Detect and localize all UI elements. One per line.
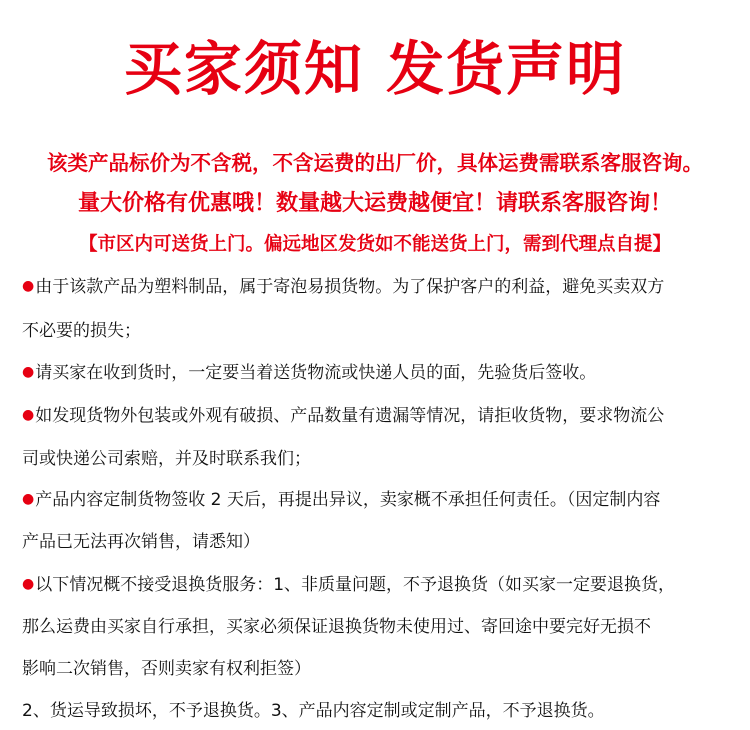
notice-bulk-discount: 量大价格有优惠哦！数量越大运费越便宜！请联系客服咨询！ xyxy=(77,191,672,216)
rule-inspect-before-sign xyxy=(22,358,734,383)
rule-line-continuation: 影响二次销售，否则卖家有权利拒签） xyxy=(22,659,311,679)
bullet-dot-icon: ● xyxy=(22,407,35,423)
bullet-dot-icon: ● xyxy=(22,278,35,294)
rule-line-continuation: 不必要的损失； xyxy=(22,321,141,341)
bullet-dot-icon: ● xyxy=(22,576,35,592)
rule-return-exceptions: 2、货运导致损坏，不予退换货。3、产品内容定制或定制产品，不予退换货。 xyxy=(22,701,605,721)
rule-custom-products xyxy=(22,485,734,510)
rule-line: 请买家在收到货时，一定要当着送货物流或快递人员的面，先验货后签收。 xyxy=(35,363,597,383)
rule-line: 由于该款产品为塑料制品，属于寄泡易损货物。为了保护客户的利益，避免买卖双方 xyxy=(35,277,665,297)
rule-damaged-package xyxy=(22,401,734,426)
bullet-dot-icon: ● xyxy=(22,364,35,380)
rule-no-return xyxy=(22,570,734,595)
page-title: 买家须知 发货声明 xyxy=(123,35,627,103)
bullet-dot-icon: ● xyxy=(22,491,35,507)
notice-delivery-area: 【市区内可送货上门。偏远地区发货如不能送货上门，需到代理点自提】 xyxy=(78,234,671,255)
rule-line: 如发现货物外包装或外观有破损、产品数量有遗漏等情况，请拒收货物，要求物流公 xyxy=(35,406,665,426)
rule-line: 以下情况概不接受退换货服务：1、非质量问题，不予退换货（如买家一定要退换货， xyxy=(35,575,676,595)
rule-line-continuation: 司或快递公司索赔，并及时联系我们； xyxy=(22,449,311,469)
rule-fragile-goods xyxy=(22,272,734,297)
rule-line-continuation: 产品已无法再次销售，请悉知） xyxy=(22,532,260,552)
rule-line-continuation: 那么运费由买家自行承担，买家必须保证退换货物未使用过、寄回途中要完好无损不 xyxy=(22,617,651,637)
rule-line: 产品内容定制货物签收 2 天后，再提出异议，卖家概不承担任何责任。（因定制内容 xyxy=(35,490,661,510)
notice-tax-shipping: 该类产品标价为不含税，不含运费的出厂价，具体运费需联系客服咨询。 xyxy=(47,151,703,175)
